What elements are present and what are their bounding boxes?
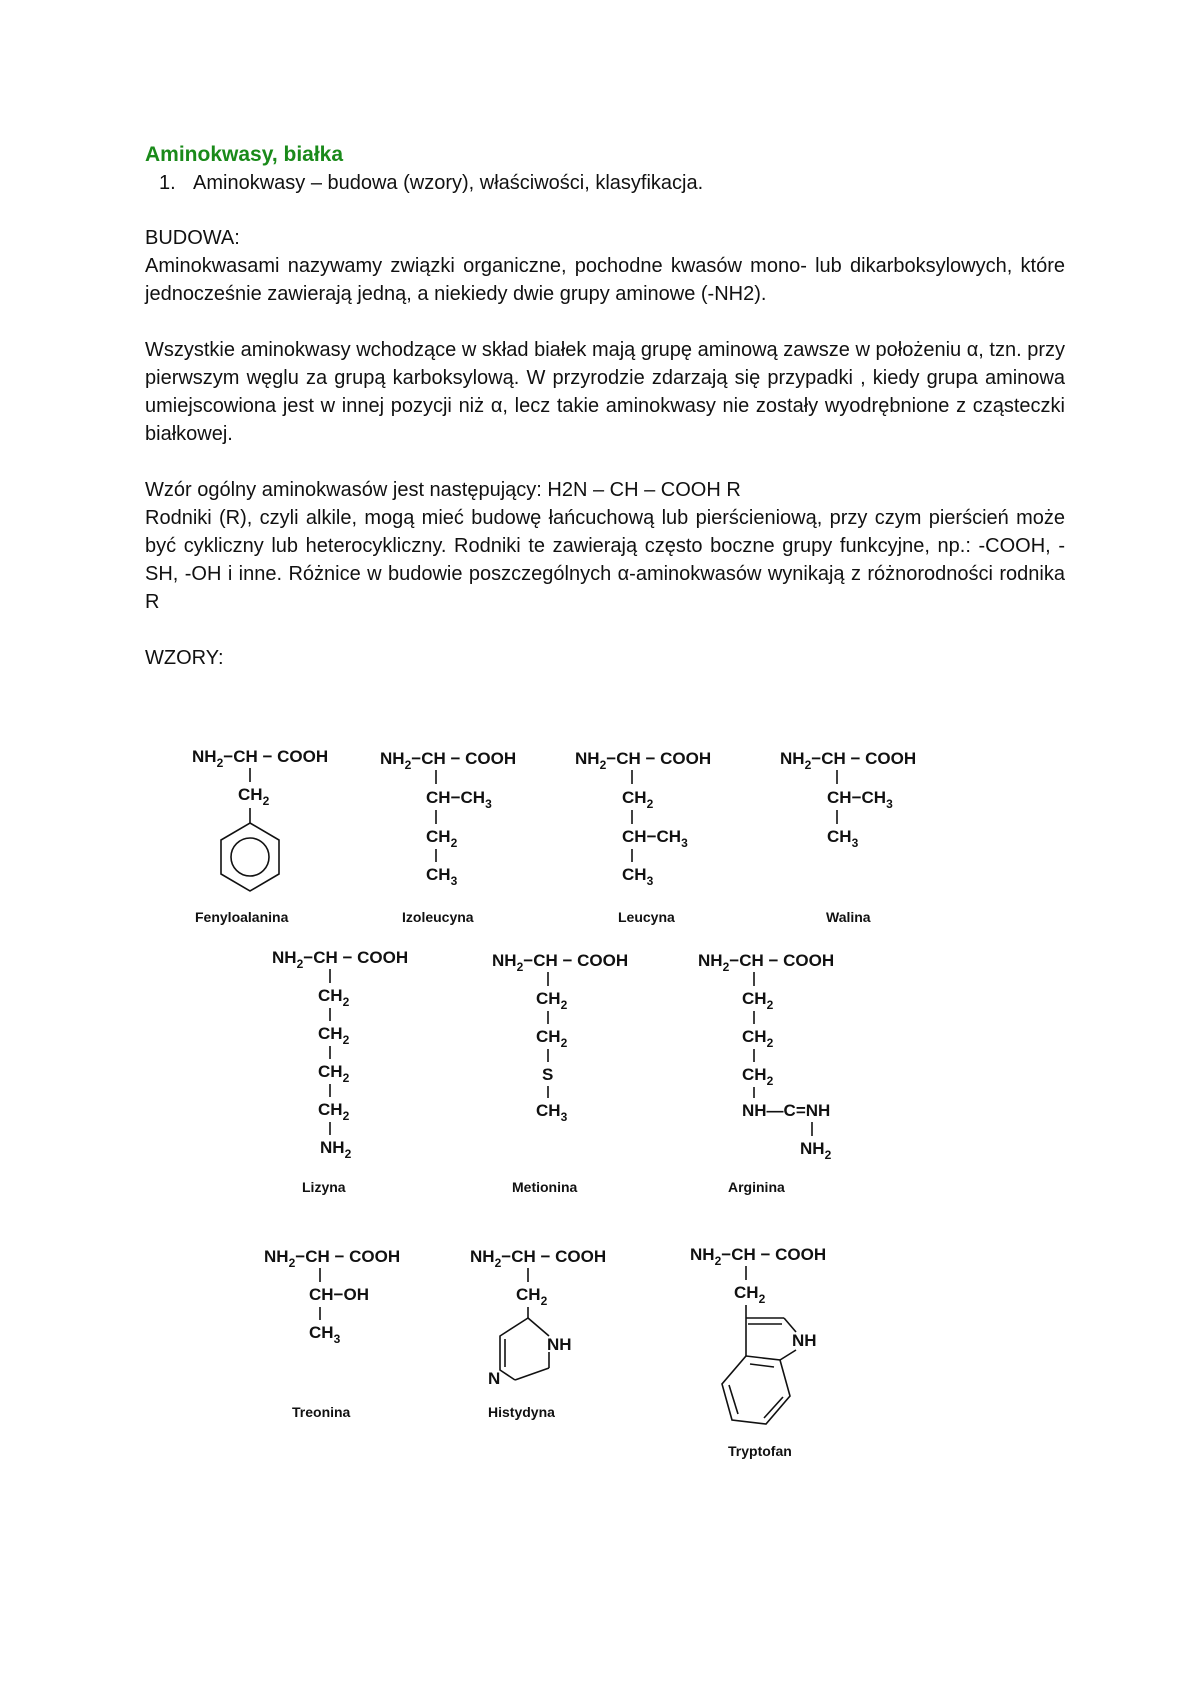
svg-text:NH2−CH − COOH: $NH_2-CH$ − COOH — [690, 1245, 827, 1268]
name-treonina: Treonina — [292, 1404, 351, 1420]
svg-text:NH2−CH − COOH: $NH_2-CH$ − COOH — [192, 747, 329, 770]
name-izoleucyna: Izoleucyna — [402, 909, 474, 925]
structure-leucyna — [575, 749, 711, 925]
svg-text:NH2−CH − COOH: $NH_2-CH$ − COOH — [492, 951, 629, 974]
svg-text:NH2−CH − COOH: $NH_2-CH$ − COOH — [272, 948, 409, 971]
svg-text:CH2: $CH_2$ — [742, 1065, 774, 1088]
document-title: Aminokwasy, białka — [145, 143, 344, 166]
svg-text:CH3: $CH_3$ — [536, 1101, 568, 1124]
svg-text:NH: NH — [547, 1335, 572, 1354]
name-lizyna: Lizyna — [302, 1179, 346, 1195]
svg-text:CH−OH: CH−OH — [309, 1285, 369, 1304]
list-text: Aminokwasy – budowa (wzory), właściwości, klasyfikacja. — [193, 172, 704, 194]
structure-tryptofan — [690, 1245, 826, 1459]
svg-text:CH2: $CH_2$ — [516, 1285, 548, 1308]
svg-text:CH2: $CH_2$ — [734, 1283, 766, 1306]
svg-text:CH2: $CH_2$ — [318, 986, 350, 1009]
structure-izoleucyna — [380, 749, 516, 925]
structure-lizyna — [272, 948, 408, 1195]
svg-text:CH2: $CH_2$ — [318, 1100, 350, 1123]
name-fenyloalanina: Fenyloalanina — [195, 909, 289, 925]
budowa-paragraph-3: Rodniki (R), czyli alkile, mogą mieć budowę łańcuchową lub pierścieniową, przy czym pierścień może być cykliczny lub heterocykliczny. Rodniki te zawierają często boczne grupy funkcyjne, np.: -COOH, -SH, -OH i inne. Różnice w budowie poszczególnych α-aminokwasów wynikają z różnorodności rodnika R — [145, 507, 1065, 613]
structure-histydyna — [470, 1247, 606, 1420]
list-number: 1. — [159, 172, 176, 194]
svg-text:CH−CH3: $CH-CH_3$ — [622, 827, 688, 850]
svg-text:CH3: $CH_3$ — [309, 1323, 341, 1346]
svg-text:CH2: $CH_2$ — [536, 989, 568, 1012]
svg-text:NH2−CH − COOH: $NH_2-CH$ − COOH — [780, 749, 917, 772]
structure-arginina — [698, 951, 834, 1195]
svg-text:S: S — [542, 1065, 554, 1084]
svg-text:CH2: $CH_2$ — [318, 1024, 350, 1047]
svg-text:CH3: $CH_3$ — [426, 865, 458, 888]
svg-text:CH2: $CH_2$ — [536, 1027, 568, 1050]
svg-text:CH3: $CH_3$ — [622, 865, 654, 888]
structure-metionina — [492, 951, 628, 1195]
name-tryptofan: Tryptofan — [728, 1443, 792, 1459]
svg-text:NH—C=NH: NH—C=NH — [742, 1101, 831, 1120]
svg-text:NH2: $NH_2$ — [320, 1138, 352, 1161]
svg-text:NH2−CH − COOH: $NH_2-CH$ − COOH — [698, 951, 835, 974]
svg-text:CH2: $CH_2$ — [742, 1027, 774, 1050]
wzory-heading: WZORY: — [145, 647, 224, 669]
structure-fenyloalanina — [192, 747, 328, 925]
svg-text:N: N — [488, 1369, 501, 1388]
svg-text:NH2: $NH_2$ — [800, 1139, 832, 1162]
svg-text:CH−CH3: $CH-CH_3$ — [426, 788, 492, 811]
svg-text:NH: NH — [792, 1331, 817, 1350]
svg-text:CH2: $CH_2$ — [426, 827, 458, 850]
budowa-paragraph-2: Wszystkie aminokwasy wchodzące w skład białek mają grupę aminową zawsze w położeniu α, tzn. przy pierwszym węglu za grupą karboksylową. W przyrodzie zdarzają się przypadki , kiedy grupa aminowa umiejscowiona jest w innej pozycji niż α, lecz takie aminokwasy nie zostały wyodrębnione z cząsteczki białkowej. — [145, 339, 1065, 445]
general-formula: Wzór ogólny aminokwasów jest następujący: H2N – CH – COOH R — [145, 479, 741, 501]
svg-text:NH2−CH − COOH: $NH_2-CH$ − COOH — [575, 749, 712, 772]
structure-treonina — [264, 1247, 400, 1420]
svg-text:CH2: $CH_2$ — [318, 1062, 350, 1085]
svg-text:CH3: $CH_3$ — [827, 827, 859, 850]
svg-text:NH2−CH − COOH: $NH_2-CH$ − COOH — [470, 1247, 607, 1270]
name-histydyna: Histydyna — [488, 1404, 555, 1420]
name-walina: Walina — [826, 909, 871, 925]
budowa-paragraph-1: Aminokwasami nazywamy związki organiczne, pochodne kwasów mono- lub dikarboksylowych, które jednocześnie zawierają jedną, a niekiedy dwie grupy aminowe (-NH2). — [145, 255, 1065, 305]
name-arginina: Arginina — [728, 1179, 785, 1195]
svg-text:CH2: $CH_2$ — [238, 785, 270, 808]
name-leucyna: Leucyna — [618, 909, 675, 925]
svg-text:CH2: $CH_2$ — [622, 788, 654, 811]
svg-text:NH2−CH − COOH: $NH_2-CH$ − COOH — [264, 1247, 401, 1270]
budowa-heading: BUDOWA: — [145, 227, 240, 249]
name-metionina: Metionina — [512, 1179, 578, 1195]
structure-walina — [780, 749, 916, 925]
svg-text:CH−CH3: $CH-CH_3$ — [827, 788, 893, 811]
svg-text:NH2−CH − COOH: $NH_2-CH$ − COOH — [380, 749, 517, 772]
svg-text:CH2: $CH_2$ — [742, 989, 774, 1012]
